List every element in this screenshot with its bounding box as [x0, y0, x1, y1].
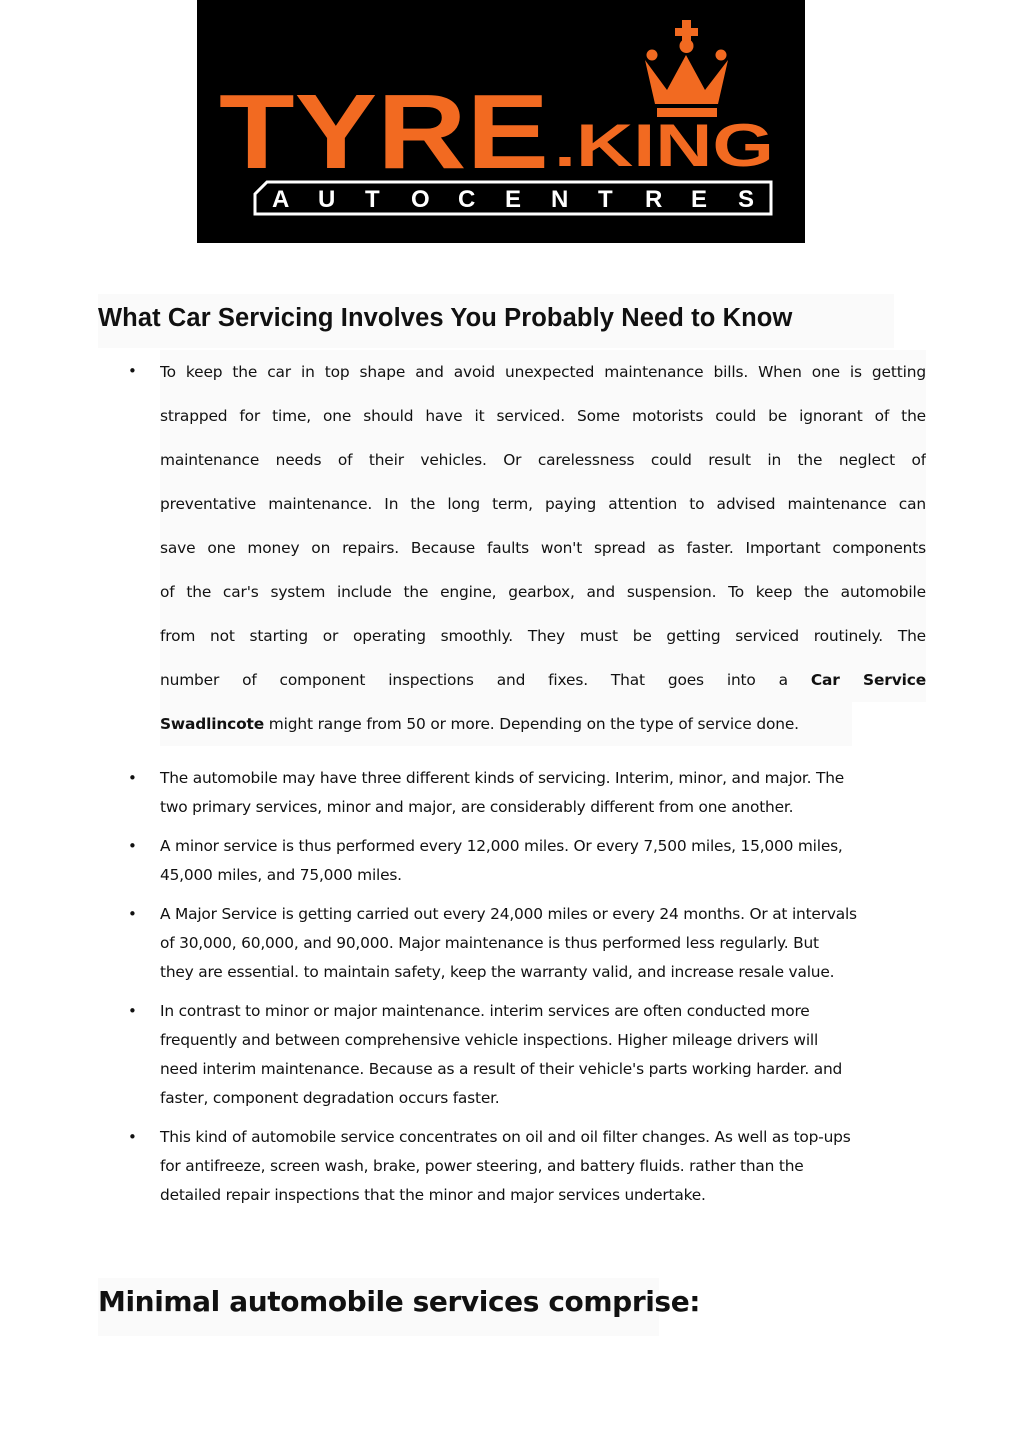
list-item-intro [160, 350, 926, 746]
list-item-line: A minor service is thus performed every 12,000 miles. Or every 7,500 miles, 15,000 miles, [160, 837, 843, 855]
logo-letter: S [738, 186, 755, 213]
keyword-car-service: Car Service [810, 671, 926, 689]
logo-king-text: .KING [554, 112, 774, 179]
paragraph-text: number of component inspections and fixes. That goes into a [160, 671, 788, 689]
paragraph-line: To keep the car in top shape and avoid unexpected maintenance bills. When one is getting [160, 350, 926, 394]
paragraph-line-with-keyword [160, 658, 926, 702]
bullet-marker: • [128, 837, 137, 855]
list-item-line: they are essential. to maintain safety, keep the warranty valid, and increase resale value. [160, 963, 835, 981]
bullet-marker: • [128, 362, 137, 380]
list-item-line: detailed repair inspections that the minor and major services undertake. [160, 1186, 706, 1204]
logo-letter: E [505, 186, 522, 213]
logo-letter: A [272, 186, 290, 213]
paragraph-line: preventative maintenance. In the long term, paying attention to advised maintenance can [160, 482, 926, 526]
paragraph-line: maintenance needs of their vehicles. Or carelessness could result in the neglect of [160, 438, 926, 482]
list-item-line: two primary services, minor and major, are considerably different from one another. [160, 798, 794, 816]
list-item-oil-service [160, 1123, 930, 1210]
article-heading: What Car Servicing Involves You Probably Need to Know [98, 294, 894, 348]
list-item-line: The automobile may have three different kinds of servicing. Interim, minor, and major. The [160, 769, 845, 787]
paragraph-line-last [160, 702, 852, 746]
logo-letter: U [318, 186, 336, 213]
list-item-line: 45,000 miles, and 75,000 miles. [160, 866, 402, 884]
paragraph-text: might range from 50 or more. Depending on the type of service done. [264, 715, 799, 733]
logo-letter: T [365, 186, 380, 213]
bullet-marker: • [128, 905, 137, 923]
paragraph-line: from not starting or operating smoothly. They must be getting serviced routinely. The [160, 614, 926, 658]
bullet-marker: • [128, 769, 137, 787]
list-item-major-service [160, 900, 930, 987]
list-item-line: of 30,000, 60,000, and 90,000. Major maintenance is thus performed less regularly. But [160, 934, 819, 952]
logo-letter: R [645, 186, 663, 213]
list-item-line: In contrast to minor or major maintenance. interim services are often conducted more [160, 1002, 810, 1020]
list-item-interim-service [160, 997, 930, 1113]
list-item-line: A Major Service is getting carried out every 24,000 miles or every 24 months. Or at intervals [160, 905, 857, 923]
keyword-swadlincote: Swadlincote [160, 715, 265, 733]
crown-icon [645, 20, 728, 117]
tyre-king-logo [197, 0, 805, 243]
paragraph-line: strapped for time, one should have it serviced. Some motorists could be ignorant of the [160, 394, 926, 438]
list-item-line: frequently and between comprehensive vehicle inspections. Higher mileage drivers will [160, 1031, 819, 1049]
list-item-minor-service [160, 832, 930, 890]
logo-letter: T [598, 186, 613, 213]
bullet-marker: • [128, 1128, 137, 1146]
logo-letter: E [691, 186, 708, 213]
logo-letter: O [411, 186, 430, 213]
list-item-service-types [160, 764, 930, 822]
paragraph-line: of the car's system include the engine, gearbox, and suspension. To keep the automobile [160, 570, 926, 614]
list-item-line: faster, component degradation occurs faster. [160, 1089, 500, 1107]
logo-letter: C [458, 186, 476, 213]
logo-letter: N [551, 186, 569, 213]
list-item-line: for antifreeze, screen wash, brake, power steering, and battery fluids. rather than the [160, 1157, 804, 1175]
logo-brand-text: TYRE [219, 73, 549, 191]
bullet-marker: • [128, 1002, 137, 1020]
section-heading: Minimal automobile services comprise: [98, 1278, 659, 1336]
list-item-line: This kind of automobile service concentrates on oil and oil filter changes. As well as top-ups [160, 1128, 851, 1146]
paragraph-line: save one money on repairs. Because faults won't spread as faster. Important components [160, 526, 926, 570]
list-item-line: need interim maintenance. Because as a result of their vehicle's parts working harder. and [160, 1060, 843, 1078]
